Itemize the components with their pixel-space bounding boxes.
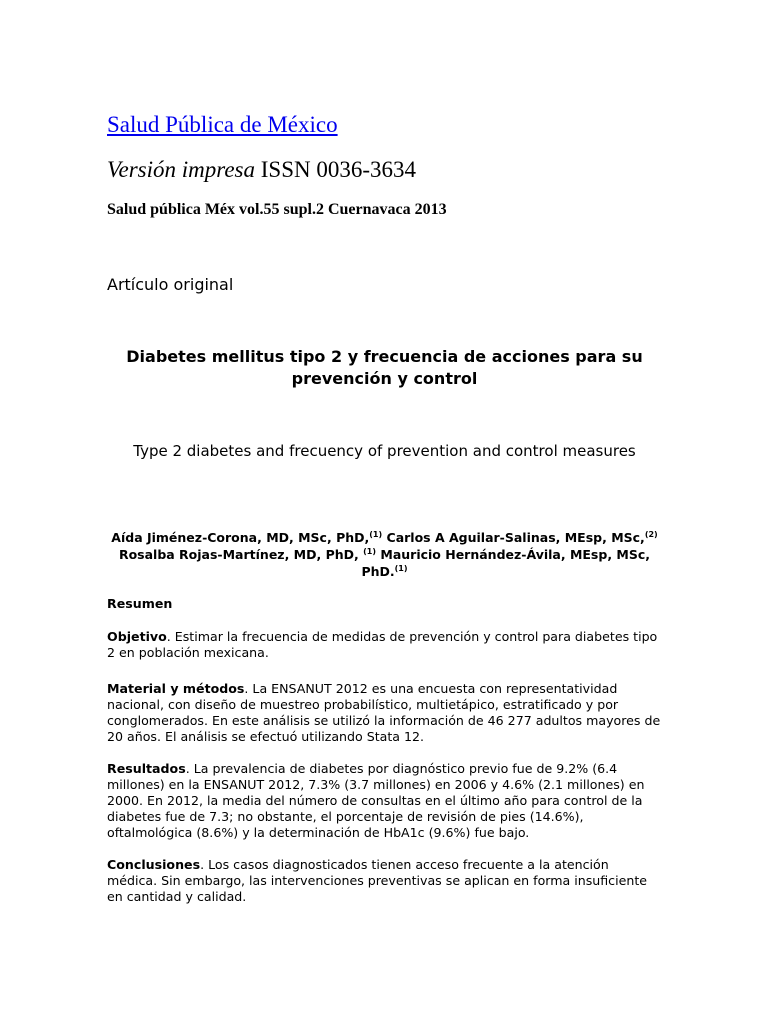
abstract-heading: Resumen bbox=[107, 596, 173, 611]
section-text: . La prevalencia de diabetes por diagnóstico previo fue de 9.2% (6.4 millones) en la ENSANUT 2012, 7.3% (3.7 millones) en 2006 y 4.6% (2.1 millones) en 2000. En 2012, la media del número de consultas en el último año para control de la diabetes fue de 7.3; no obstante, el porcentaje de revisión de pies (14.6%), oftalmológica (8.6%) y la determinación de HbA1c (9.6%) fue bajo. bbox=[107, 761, 645, 840]
issue-citation: Salud pública Méx vol.55 supl.2 Cuernavaca 2013 bbox=[107, 201, 447, 218]
section-label: Resultados bbox=[107, 761, 186, 776]
issn-number: ISSN 0036-3634 bbox=[260, 157, 417, 182]
abstract-objetivo bbox=[107, 629, 662, 661]
article-type: Artículo original bbox=[107, 275, 234, 294]
section-label: Objetivo bbox=[107, 629, 167, 644]
section-text: . Los casos diagnosticados tienen acceso frecuente a la atención médica. Sin embargo, las intervenciones preventivas se aplican en forma insuficiente en cantidad y calidad. bbox=[107, 857, 648, 904]
affiliation-ref[interactable]: (1) bbox=[394, 564, 408, 573]
section-label: Material y métodos bbox=[107, 681, 245, 696]
abstract-conclusiones bbox=[107, 857, 662, 905]
author-list bbox=[107, 529, 662, 580]
affiliation-ref[interactable]: (1) bbox=[369, 530, 383, 539]
author-name: Rosalba Rojas-Martínez, MD, PhD, bbox=[118, 547, 359, 562]
affiliation-ref[interactable]: (2) bbox=[644, 530, 658, 539]
section-label: Conclusiones bbox=[107, 857, 201, 872]
journal-title-link[interactable]: Salud Pública de México bbox=[107, 112, 338, 137]
section-text: . La ENSANUT 2012 es una encuesta con representatividad nacional, con diseño de muestreo probabilístico, multietápico, estratificado y por conglomerados. En este análisis se utilizó la información de 46 277 adultos mayores de 20 años. El análisis se efectuó utilizando Stata 12. bbox=[107, 681, 661, 744]
version-label: Versión impresa bbox=[107, 157, 256, 182]
author-name: Aída Jiménez-Corona, MD, MSc, PhD, bbox=[111, 530, 370, 545]
section-text: . Estimar la frecuencia de medidas de prevención y control para diabetes tipo 2 en población mexicana. bbox=[107, 629, 658, 660]
abstract-metodos bbox=[107, 681, 662, 745]
author-name: Mauricio Hernández-Ávila, MEsp, MSc, PhD. bbox=[361, 547, 651, 579]
issn-line bbox=[107, 157, 416, 183]
affiliation-ref[interactable]: (1) bbox=[363, 547, 377, 556]
author-name: Carlos A Aguilar-Salinas, MEsp, MSc, bbox=[386, 530, 645, 545]
article-title-spanish: Diabetes mellitus tipo 2 y frecuencia de acciones para su prevención y control bbox=[126, 347, 643, 388]
abstract-resultados bbox=[107, 761, 662, 841]
article-title-english: Type 2 diabetes and frecuency of prevention and control measures bbox=[133, 442, 636, 460]
